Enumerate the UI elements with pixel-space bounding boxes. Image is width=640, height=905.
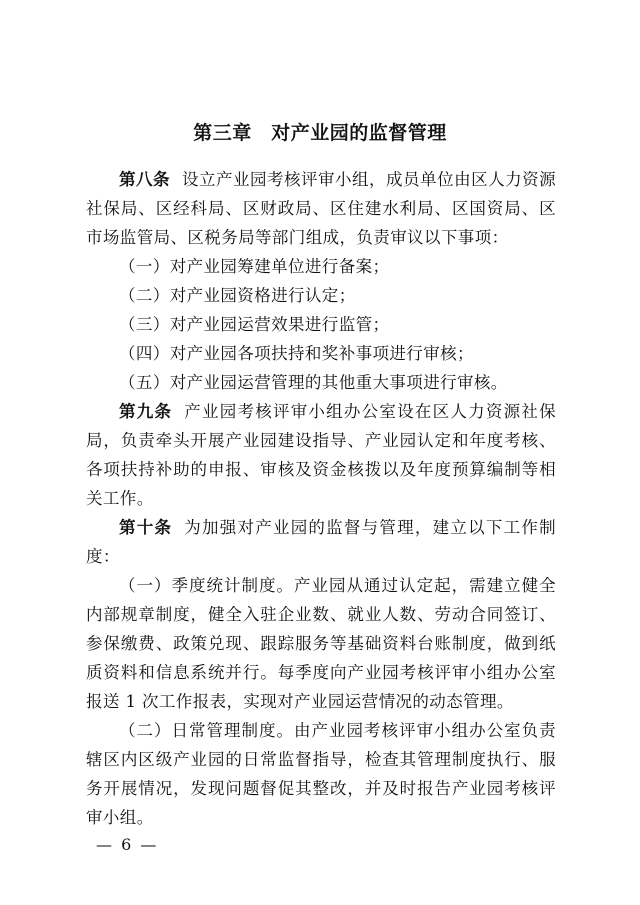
article-text: 为加强对产业园的监督与管理，建立以下工作制度：	[86, 518, 556, 566]
article-text: 设立产业园考核评审小组，成员单位由区人力资源社保局、区经科局、区财政局、区住建水利局、区国资局、区市场监管局、区税务局等部门组成，负责审议以下事项：	[86, 170, 556, 247]
list-item: （五）对产业园运营管理的其他重大事项进行审核。	[119, 373, 508, 392]
list-item: （一）对产业园筹建单位进行备案；	[119, 257, 390, 276]
list-item: （二）日常管理制度。由产业园考核评审小组办公室负责辖区内区级产业园的日常监督指导，检查其管理制度执行、服务开展情况，发现问题督促其整改，并及时报告产业园考核评审小组。	[86, 721, 556, 827]
article-10	[86, 513, 556, 571]
article-text: 产业园考核评审小组办公室设在区人力资源社保局，负责牵头开展产业园建设指导、产业园认定和年度考核、各项扶持补助的申报、审核及资金核拨以及年度预算编制等相关工作。	[86, 402, 556, 508]
chapter-title: 第三章 对产业园的监督管理	[193, 122, 447, 144]
article-9	[86, 397, 556, 513]
page-number: — 6 —	[96, 835, 159, 854]
list-item: （四）对产业园各项扶持和奖补事项进行审核；	[119, 344, 474, 363]
list-item: （一）季度统计制度。产业园从通过认定起，需建立健全内部规章制度，健全入驻企业数、就业人数、劳动合同签订、参保缴费、政策兑现、跟踪服务等基础资料台账制度，做到纸质资料和信息系统并行。每季度向产业园考核评审小组办公室报送 1 次工作报表，实现对产业园运营情况的动态管理。	[86, 576, 556, 711]
article-8	[86, 165, 556, 252]
article-label: 第十条	[119, 518, 173, 537]
document-body	[86, 165, 556, 832]
list-item: （三）对产业园运营效果进行监管；	[119, 315, 390, 334]
article-label: 第八条	[119, 170, 171, 189]
article-label: 第九条	[119, 402, 173, 421]
list-item: （二）对产业园资格进行认定；	[119, 286, 356, 305]
